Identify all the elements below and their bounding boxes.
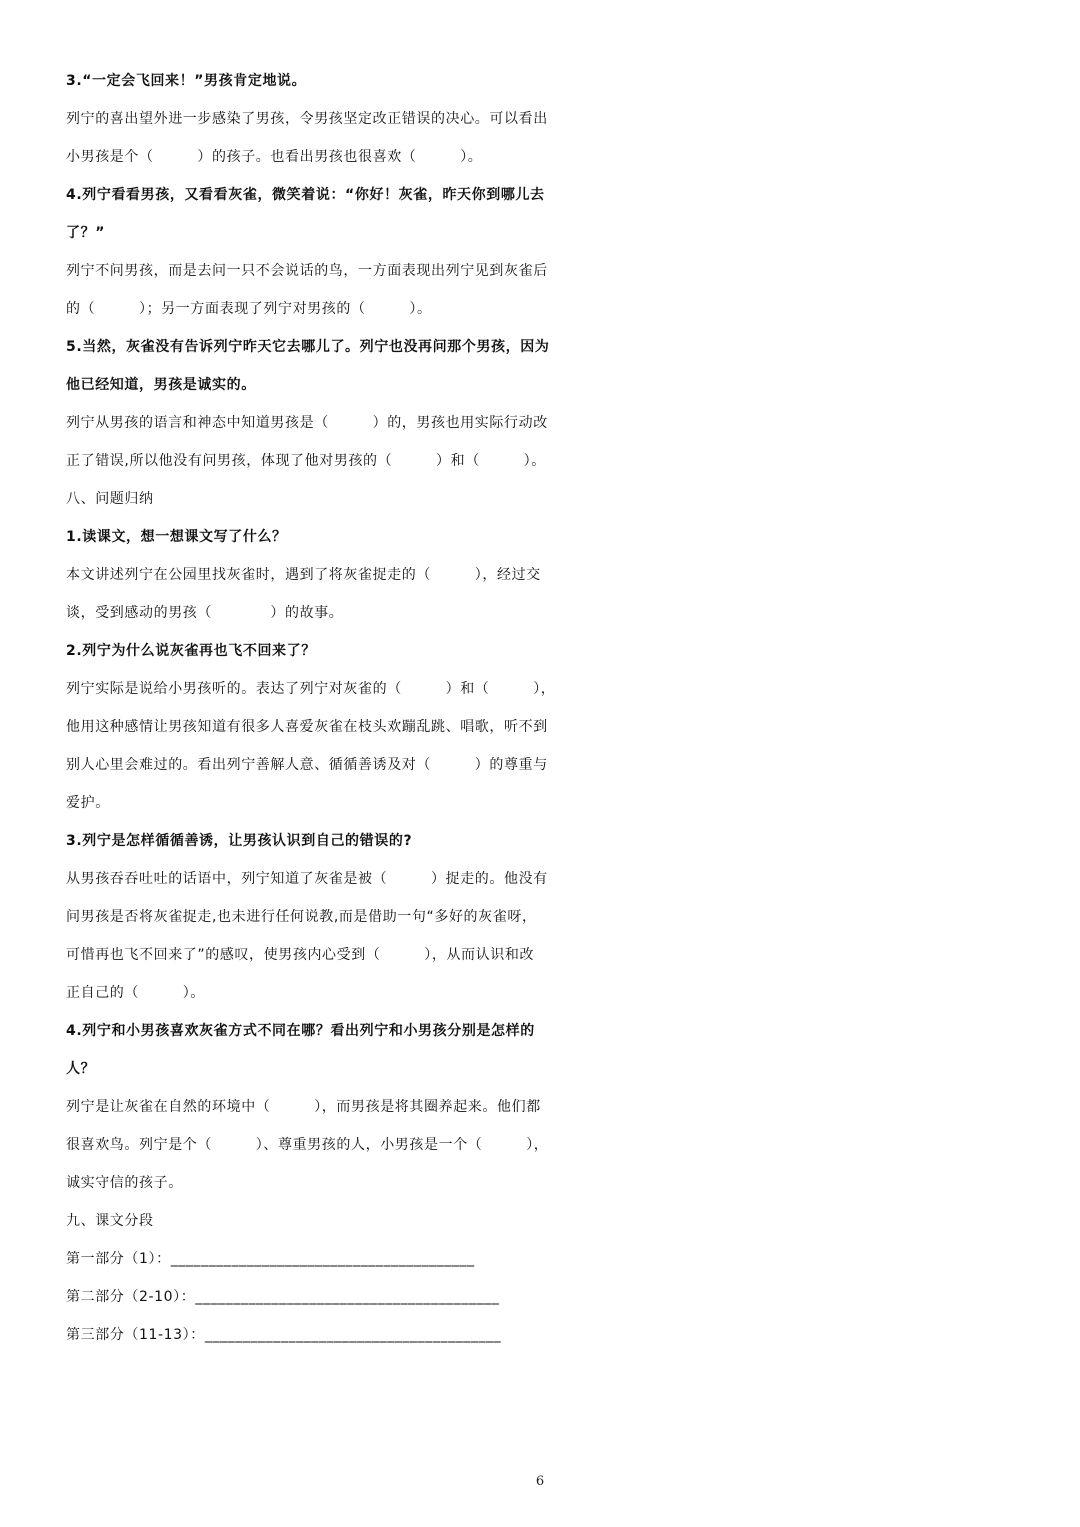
text-line: 很喜欢鸟。列宁是个（ ）、尊重男孩的人，小男孩是一个（ ）， [66,1137,549,1153]
text-line: 1.读课文，想一想课文写了什么？ [66,529,287,545]
text-line: 列宁实际是说给小男孩听的。表达了列宁对灰雀的（ ）和（ ）， [66,681,556,697]
text-line: 4.列宁和小男孩喜欢灰雀方式不同在哪？看出列宁和小男孩分别是怎样的 [66,1023,535,1039]
page-number: 6 [535,1474,545,1489]
text-line: 本文讲述列宁在公园里找灰雀时，遇到了将灰雀捉走的（ ），经过交 [66,567,541,583]
text-line: 5.当然，灰雀没有告诉列宁昨天它去哪儿了。列宁也没再问那个男孩，因为 [66,339,550,355]
text-line: 可惜再也飞不回来了”的感叹，使男孩内心受到（ ），从而认识和改 [66,947,535,963]
text-line: 4.列宁看看男孩，又看看灰雀，微笑着说：“你好！灰雀，昨天你到哪儿去 [66,187,545,203]
text-line: 列宁是让灰雀在自然的环境中（ ），而男孩是将其圈养起来。他们都 [66,1099,541,1115]
text-line: 正了错误,所以他没有问男孩，体现了他对男孩的（ ）和（ ）。 [66,453,546,469]
text-line: 了？” [66,225,106,241]
text-line: 列宁的喜出望外进一步感染了男孩，令男孩坚定改正错误的决心。可以看出 [66,111,548,127]
text-line: 从男孩吞吞吐吐的话语中，列宁知道了灰雀是被（ ）捉走的。他没有 [66,871,548,887]
text-line: 谈，受到感动的男孩（ ）的故事。 [66,605,344,621]
text-line: 爱护。 [66,795,110,811]
text-line: 第一部分（1）：________________________________________ [66,1251,475,1267]
text-line: 第三部分（11-13）：_______________________________________ [66,1327,502,1343]
text-line: 他已经知道，男孩是诚实的。 [66,377,256,393]
text-line: 九、课文分段 [66,1213,154,1229]
text-line: 3.列宁是怎样循循善诱，让男孩认识到自己的错误的? [66,833,413,849]
text-line: 人？ [66,1061,96,1077]
text-line: 第二部分（2-10）：________________________________________ [66,1289,500,1305]
worksheet-body [66,62,1026,1354]
text-line: 诚实守信的孩子。 [66,1175,183,1191]
text-line: 3.“一定会飞回来！”男孩肯定地说。 [66,73,307,89]
text-line: 八、问题归纳 [66,491,154,507]
text-line: 他用这种感情让男孩知道有很多人喜爱灰雀在枝头欢蹦乱跳、唱歌，听不到 [66,719,548,735]
text-line: 小男孩是个（ ）的孩子。也看出男孩也很喜欢（ ）。 [66,149,483,165]
text-line: 列宁从男孩的语言和神态中知道男孩是（ ）的，男孩也用实际行动改 [66,415,548,431]
text-line: 正自己的（ ）。 [66,985,205,1001]
text-line: 别人心里会难过的。看出列宁善解人意、循循善诱及对（ ）的尊重与 [66,757,548,773]
text-line: 列宁不问男孩，而是去问一只不会说话的鸟，一方面表现出列宁见到灰雀后 [66,263,548,279]
text-line: 的（ ）；另一方面表现了列宁对男孩的（ ）。 [66,301,432,317]
text-line: 2.列宁为什么说灰雀再也飞不回来了？ [66,643,316,659]
text-line: 问男孩是否将灰雀捉走,也未进行任何说教,而是借助一句“多好的灰雀呀， [66,909,537,925]
